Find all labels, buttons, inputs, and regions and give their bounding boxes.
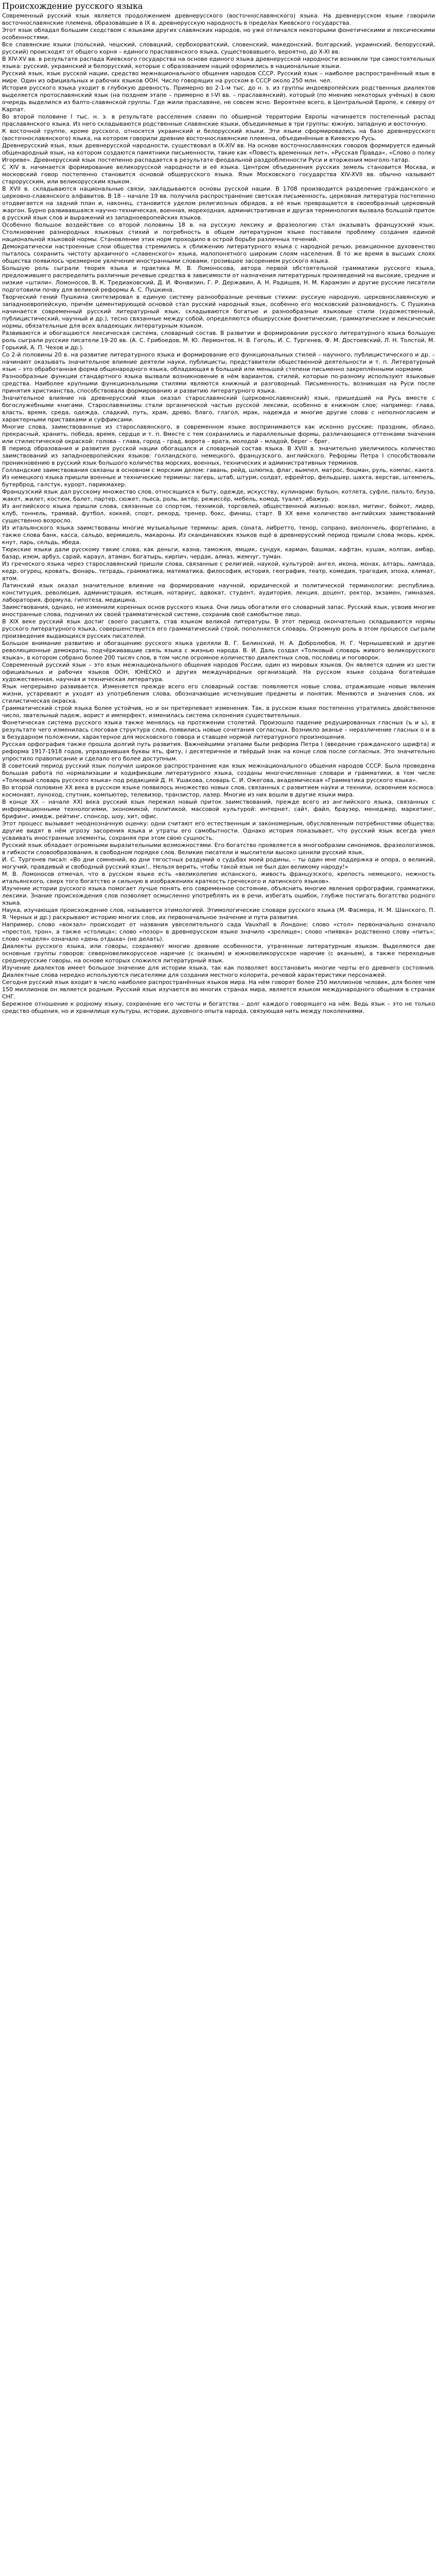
paragraph: Например, слово «вокзал» происходит от названия увеселительного сада Vauxhall в Лондоне; слово «стол» первоначально означало «престол, трон», а также «столица»; слово «позор» в древнерусском языке значило «зрелище»; слово «пиявка» родственно слову «пить»; слово «неделя» означало «день отдыха» (не делать). — [2, 921, 435, 942]
paragraph: Фонетическая система русского языка также менялась на протяжении столетий. Произошло падение редуцированных гласных (ъ и ь), в результате чего изменилась слоговая структура слов, появились новые сочетания согласных. Возникло аканье – неразличение гласных о и а в безударном положении, характерное для московского говора и ставшее нормой литературного произношения. — [2, 719, 435, 740]
paragraph: История русского языка уходит в глубокую древность. Примерно во 2-1-м тыс. до н. э. из группы индоевропейских родственных диалектов выделяется протославянский язык (на позднем этапе – примерно в I-VI вв. – праславянский), который (по мнению некоторых учёных) в свою очередь выделился из балто-славянской группы. Где жили праславяне, не совсем ясно. Вероятнее всего, в Центральной Европе, к северу от Карпат. — [2, 84, 435, 113]
paragraph: В XIV-XV вв. в результате распада Киевского государства на основе единого языка древнерусской народности возникли три самостоятельных языка: русский, украинский и белорусский, которые с образованием наций оформились в национальные языки. — [2, 56, 435, 70]
paragraph: Современный русский язык является продолжением древнерусского (восточнославянского) языка. На древнерусском языке говорили восточнославянские племена, образовавшие в IX в. древнерусскую народность в пределах Киевского государства. — [2, 12, 435, 26]
paragraph: Особенно большое воздействие со второй половины 18 в. на русскую лексику и фразеологию стал оказывать французский язык. Столкновение разнородных языковых стихий и потребность в общем литературном языке поставили проблему создания единой национальной языковой нормы. Становление этих норм проходило в острой борьбе различных течений. — [2, 222, 435, 243]
page-title: Происхождение русского языка — [2, 1, 143, 11]
document-page — [0, 0, 436, 1019]
paragraph: Современный русский язык – это язык межнационального общения народов России, один из мировых языков. Он является одним из шести официальных и рабочих языков ООН, ЮНЕСКО и других международных организаций. На русском языке создана богатейшая художественная, научная и техническая литература. — [2, 662, 435, 683]
paragraph: Разнообразные функции стандартного языка вызвали возникновение в нём вариантов, стилей, которые по-разному используют языковые средства. Наиболее крупными функциональными стилями являются книжный и разговорный. Письменность, возникшая на Руси после принятия христианства, способствовала формированию и развитию литературного языка. — [2, 373, 435, 394]
paragraph: Голландские заимствования связаны в основном с морским делом: гавань, рейд, шлюпка, флаг, вымпел, матрос, боцман, руль, компас, каюта. Из немецкого языка пришли военные и технические термины: лагерь, штаб, штурм, солдат, ефрейтор, фельдшер, шахта, верстак, штемпель, бутерброд, галстук, курорт, парикмахер. — [2, 467, 435, 488]
paragraph: Изучение диалектов имеет большое значение для истории языка, так как позволяет восстановить многие черты его древнего состояния. Диалектные слова нередко используются писателями для создания местного колорита, речевой характеристики персонажей. — [2, 964, 435, 978]
paragraph: В XIX веке русский язык достиг своего расцвета, став языком великой литературы. В этот период окончательно складываются нормы русского литературного языка, совершенствуется его грамматический строй, пополняется словарь. Огромную роль в этом процессе сыграли произведения выдающихся русских писателей. — [2, 618, 435, 639]
paragraph: Изучение истории русского языка помогает лучше понять его современное состояние, объяснить многие явления орфографии, грамматики, лексики. Знание происхождения слов позволяет осмысленно употреблять их в речи, избегать ошибок, глубже постигать богатство родного языка. — [2, 885, 435, 906]
paragraph: Демократически настроенные слои общества стремились к сближению литературного языка с народной речью, реакционное духовенство пыталось сохранить чистоту архаичного «славенского» языка, малопонятного широким слоям населения. В то же время в высших слоях общества появилось чрезмерное увлечение иностранными словами, грозившее засорением русского языка. — [2, 243, 435, 264]
paragraph: Язык непрерывно развивается. Изменяется прежде всего его словарный состав: появляются новые слова, отражающие новые явления жизни, устаревают и уходят из употребления слова, обозначающие исчезнувшие предметы и понятия. Меняются и значения слов, их стилистическая окраска. — [2, 683, 435, 704]
paragraph: Большое внимание развитию и обогащению русского языка уделяли В. Г. Белинский, Н. А. Добролюбов, Н. Г. Чернышевский и другие революционные демократы, подчёркивавшие связь языка с жизнью народа. В. И. Даль создал «Толковый словарь живого великорусского языка», в котором собрано более 200 тысяч слов, в том числе огромное количество диалектных слов, пословиц и поговорок. — [2, 640, 435, 661]
paragraph: Сегодня русский язык входит в число наиболее распространённых языков мира. На нём говорят более 250 миллионов человек, для более чем 150 миллионов он является родным. Русский язык изучается во многих странах мира, является языком международного общения в странах СНГ. — [2, 979, 435, 1000]
paragraph: Со 2-й половины 20 в. на развитие литературного языка и формирование его функциональных стилей – научного, публицистического и др. – начинают оказывать значительное влияние деятели науки, публицисты, представители общественной деятельности и т. п. Литературный язык – это обработанная форма общенародного языка, обладающая в большей или меньшей степени письменно закреплёнными нормами. — [2, 351, 435, 372]
paragraph: И. С. Тургенев писал: «Во дни сомнений, во дни тягостных раздумий о судьбах моей родины, – ты один мне поддержка и опора, о великий, могучий, правдивый и свободный русский язык!.. Нельзя верить, чтобы такой язык не был дан великому народу!» — [2, 856, 435, 870]
paragraph: В конце XX – начале XXI века русский язык пережил новый приток заимствований, прежде всего из английского языка, связанных с информационными технологиями, экономикой, политикой, массовой культурой: интернет, сайт, файл, браузер, менеджер, маркетинг, брифинг, имидж, рейтинг, спонсор, шоу, хит, офис. — [2, 799, 435, 820]
paragraph: Все славянские языки (польский, чешский, словацкий, сербохорватский, словенский, македонский, болгарский, украинский, белорусский, русский) происходят от общего корня – единого праславянского языка, существовавшего, вероятно, до X-XI вв. — [2, 41, 435, 55]
paragraph: Древнерусский язык, язык древнерусской народности, существовал в IX-XIV вв. На основе восточнославянских говоров формируется единый общенародный язык, на котором создаются памятники письменности, такие как «Повесть временных лет», «Русская Правда», «Слово о полку Игореве». Древнерусский язык постепенно распадается в результате феодальной раздробленности Руси и вторжения монголо-татар. — [2, 142, 435, 163]
paragraph: Русский язык обладает огромными выразительными возможностями. Его богатство проявляется в многообразии синонимов, фразеологизмов, в гибкости словообразования, в свободном порядке слов. Великие писатели и мыслители высоко ценили русский язык. — [2, 842, 435, 856]
paragraph: Развиваются и обогащаются лексическая система, словарный состав. В развитии и формировании русского литературного языка большую роль сыграли русские писатели 19-20 вв. (А. С. Грибоедов, М. Ю. Лермонтов, Н. В. Гоголь, И. С. Тургенев, Ф. М. Достоевский, Л. Н. Толстой, М. Горький, А. П. Чехов и др.). — [2, 330, 435, 351]
paragraph: Русская орфография также прошла долгий путь развития. Важнейшими этапами были реформа Петра I (введение гражданского шрифта) и реформа 1917-1918 годов, упразднившая буквы ять, фиту, i десятеричное и твёрдый знак на конце слов после согласных. Это значительно упростило правописание и сделало его более доступным. — [2, 741, 435, 762]
paragraph: В период образования и развития русской нации обогащался и словарный состав языка. В XVIII в. значительно увеличилось количество заимствований из западноевропейских языков: голландского, немецкого, французского, английского. Реформы Петра I способствовали проникновению в русский язык большого количества морских, военных, технических и административных терминов. — [2, 445, 435, 466]
paragraph: Грамматический строй языка более устойчив, но и он претерпевает изменения. Так, в русском языке постепенно утратились двойственное число, звательный падеж, аорист и имперфект, изменилась система склонения существительных. — [2, 705, 435, 719]
paragraph: Большую роль сыграли теория языка и практика М. В. Ломоносова, автора первой обстоятельной грамматики русского языка, предложившего распределить различные речевые средства в зависимости от назначения литературных произведений на высокие, средние и низкие «штили». Ломоносов, В. К. Тредиаковский, Д. И. Фонвизин, Г. Р. Державин, А. Н. Радищев, Н. М. Карамзин и другие русские писатели подготовили почву для великой реформы А. С. Пушкина. — [2, 265, 435, 293]
article-body — [2, 12, 435, 1015]
paragraph: Этот процесс вызывает неоднозначную оценку: одни считают его естественным и закономерным, обусловленным потребностями общества; другие видят в нём угрозу засорения языка и утраты его самобытности. Однако история показывает, что русский язык всегда умел усваивать иностранные элементы, сохраняя при этом свою сущность. — [2, 820, 435, 841]
paragraph: С XIV в. начинается формирование великорусской народности и её языка. Центром объединения русских земель становится Москва, и московский говор постепенно становится основой общерусского языка. Язык Московского государства XIV-XVII вв. обычно называют старорусским, или великорусским языком. — [2, 164, 435, 185]
paragraph: Творческий гений Пушкина синтезировал в единую систему разнообразные речевые стихии: русскую народную, церковнославянскую и западноевропейскую, причём цементирующей основой стал русский народный язык, особенно его московский разновидность. С Пушкина начинается современный русский литературный язык, складываются богатые и разнообразные языковые стили (художественный, публицистический, научный и др.), тесно связанные между собой, определяются общерусские фонетические, грамматические и лексические нормы, обязательные для всех владеющих литературным языком. — [2, 294, 435, 329]
paragraph: Из английского языка пришли слова, связанные со спортом, техникой, торговлей, общественной жизнью: вокзал, митинг, бойкот, лидер, клуб, тоннель, трамвай, футбол, хоккей, спорт, рекорд, тренер, бокс, финиш, старт. В XX веке количество английских заимствований существенно возросло. — [2, 503, 435, 524]
paragraph: В XVII в. складываются национальные связи, закладываются основы русской нации. В 1708 производится разделение гражданского и церковно-славянского алфавитов. В 18 – начале 19 вв. получила распространение светская письменность, церковная литература постепенно отодвигается на задний план и, наконец, становится уделом религиозных обрядов, а её язык превращается в своеобразный церковный жаргон. Бурно развивавшаяся научно-техническая, военная, мореходная, административная и другая терминология вызвала большой приток в русский язык слов и выражений из западноевропейских языков. — [2, 185, 435, 221]
paragraph: Тюркские языки дали русскому такие слова, как деньги, казна, таможня, ямщик, сундук, карман, башмак, кафтан, кушак, колпак, амбар, базар, изюм, арбуз, сарай, караул, атаман, богатырь, кирпич, чердак, алмаз, жемчуг, туман. — [2, 546, 435, 560]
paragraph: Французский язык дал русскому множество слов, относящихся к быту, одежде, искусству, кулинарии: бульон, котлета, суфле, пальто, блуза, жакет, жилет, костюм, балет, партер, сюжет, пьеса, роль, актёр, режиссёр, мебель, комод, туалет, абажур. — [2, 488, 435, 502]
paragraph: Наука, изучающая происхождение слов, называется этимологией. Этимологические словари русского языка (М. Фасмера, Н. М. Шанского, П. Я. Черных и др.) раскрывают историю многих слов, их первоначальное значение и пути развития. — [2, 907, 435, 921]
paragraph: Бережное отношение к родному языку, сохранение его чистоты и богатства – долг каждого говорящего на нём. Ведь язык – это не только средство общения, но и хранилище культуры, истории, духовного опыта народа, связующая нить между поколениями. — [2, 1001, 435, 1014]
paragraph: М. В. Ломоносов отмечал, что в русском языке есть «великолепие испанского, живость французского, крепость немецкого, нежность итальянского, сверх того богатство и сильную в изображениях краткость греческого и латинского языков». — [2, 871, 435, 885]
paragraph: Этот язык обладал большим сходством с языками других славянских народов, но уже отличался некоторыми фонетическими и лексическими особенностями. — [2, 27, 435, 41]
paragraph: Значительное влияние на древнерусский язык оказал старославянский (церковнославянский) язык, пришедший на Русь вместе с богослужебными книгами. Старославянизмы стали органической частью русской лексики, особенно в книжном слое; например: глава, власть, время, среда, одежда, сладкий, путь, храм, древо, благо, глагол, мрак, надежда и многие другие слова с неполногласием и характерными приставками и суффиксами. — [2, 395, 435, 423]
paragraph: Диалекты русского языка, или говоры, сохраняют многие древние особенности, утраченные литературным языком. Выделяются две основные группы говоров: северновеликорусское наречие (с оканьем) и южновеликорусское наречие (с аканьем), а также переходные среднерусские говоры, на основе которых сложился литературный язык. — [2, 943, 435, 964]
paragraph: Латинский язык оказал значительное влияние на формирование научной, юридической и политической терминологии: республика, конституция, революция, администрация, юстиция, нотариус, адвокат, студент, аудитория, лекция, доцент, ректор, экзамен, гимназия, лаборатория, формула, гипотеза, медицина. — [2, 582, 435, 603]
paragraph: Во второй половине XX века в русском языке появилось множество новых слов, связанных с развитием науки и техники, освоением космоса: космонавт, луноход, спутник, компьютер, телевизор, транзистор, лазер. Многие из них вошли в другие языки мира. — [2, 784, 435, 798]
paragraph: Во второй половине I тыс. н. э. в результате расселения славян по обширной территории Европы начинается постепенный распад праславянского языка. Из него складываются родственные славянские языки, объединяемые в три группы: южную, западную и восточную. — [2, 113, 435, 127]
paragraph: К восточной группе, кроме русского, относятся украинский и белорусский языки. Эти языки сформировались на базе древнерусского (восточнославянского) языка, на котором говорили древние восточнославянские племена, объединённые в Киевскую Русь. — [2, 128, 435, 142]
paragraph: Многие слова, заимствованные из старославянского, в современном языке воспринимаются как исконно русские: праздник, облако, прекрасный, хранить, победа, время, сердце и т. п. Вместе с тем сохранились и параллельные формы, различающиеся оттенками значения или стилистической окраской: голова – глава, город – град, ворота – врата, молодой – младой, берег – брег. — [2, 423, 435, 445]
paragraph: Из итальянского языка заимствованы многие музыкальные термины: ария, соната, либретто, тенор, сопрано, виолончель, фортепиано, а также слова банк, касса, сальдо, вермишель, макароны. Из скандинавских языков ещё в древнерусский период пришли слова якорь, крюк, кнут, ларь, сельдь, ябеда. — [2, 524, 435, 546]
paragraph: Русский язык, язык русской нации, средство межнационального общения народов СССР. Русский язык – наиболее распространённый язык в мире. Один из официальных и рабочих языков ООН. Число говорящих на русском в СССР около 250 млн. чел. — [2, 70, 435, 84]
paragraph: Заимствования, однако, не изменили коренных основ русского языка. Они лишь обогатили его словарный запас. Русский язык, усвоив многие иностранные слова, подчинил их своей грамматической системе, сохранив своё самобытное лицо. — [2, 604, 435, 618]
paragraph: В советский период русский язык получил широкое распространение как язык межнационального общения народов СССР. Была проведена большая работа по нормализации и кодификации литературного языка, созданы многочисленные словари и грамматики, в том числе «Толковый словарь русского языка» под редакцией Д. Н. Ушакова, словарь С. И. Ожегова, академическая «Грамматика русского языка». — [2, 762, 435, 784]
paragraph: Из греческого языка через старославянский пришли слова, связанные с религией, наукой, культурой: ангел, икона, монах, алтарь, лампада, кедр, огурец, кровать, фонарь, тетрадь, грамматика, математика, философия, история, география, театр, комедия, трагедия, эпоха, климат, атом. — [2, 561, 435, 582]
